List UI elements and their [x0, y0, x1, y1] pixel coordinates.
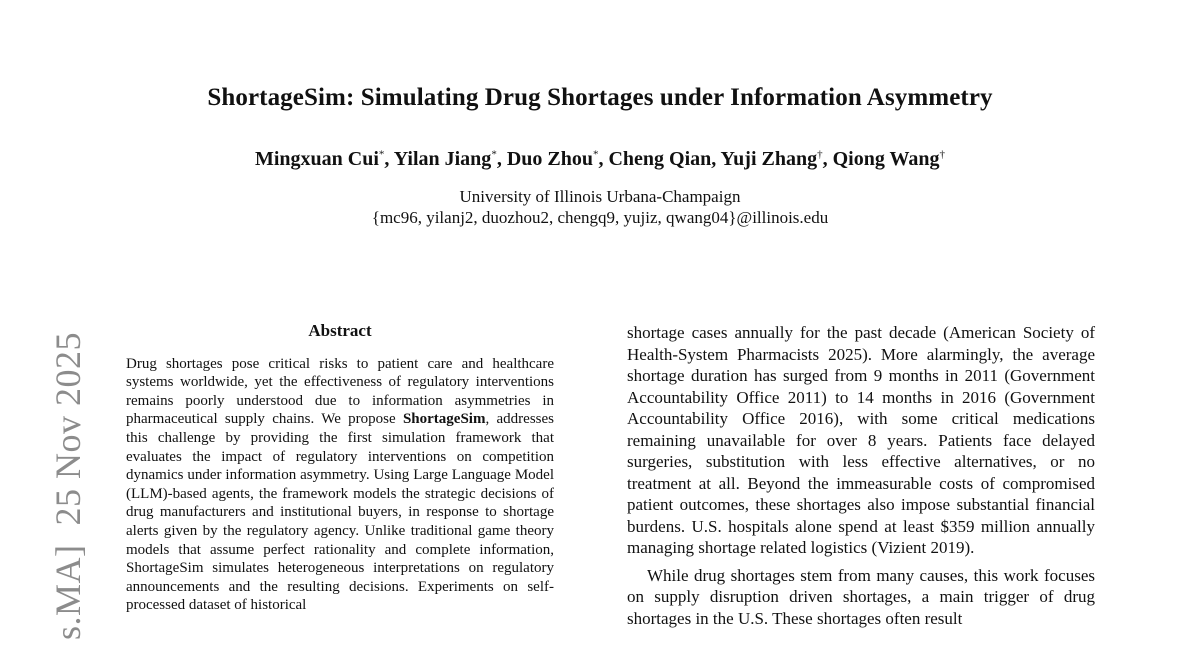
author-name: Mingxuan Cui	[254, 148, 379, 170]
author-mark: *	[491, 148, 497, 161]
author-name: Yuji Zhang	[720, 148, 818, 170]
author-mark: †	[817, 148, 823, 161]
author-name: Qiong Wang	[832, 148, 940, 170]
abstract-text-rest: , addresses this challenge by providing the first simulation framework that evaluates the impact of regulatory interventions on competition dynamics under information asymmetry. Using Large Language Model (LLM)-based agents, the framework models the strategic decisions of drug manufacturers and institutional buyers, in response to shortage alerts given by the regulatory agency. Unlike traditional game theory models that assume perfect rationality and complete information, ShortageSim simulates heterogeneous interpretations on regulatory announcements and the resulting decisions. Experiments on self-processed dataset of historical	[126, 411, 554, 614]
abstract-heading: Abstract	[308, 321, 372, 340]
abstract-text	[126, 355, 554, 615]
author-mark: †	[939, 148, 945, 161]
author-emails: {mc96, yilanj2, duozhou2, chengq9, yujiz, qwang04}@illinois.edu	[371, 208, 829, 227]
author-list: Mingxuan Cui*, Yilan Jiang*, Duo Zhou*, Cheng Qian, Yuji Zhang†, Qiong Wang†	[254, 148, 945, 170]
affiliation: University of Illinois Urbana-Champaign	[459, 187, 741, 206]
paper-title: ShortageSim: Simulating Drug Shortages under Information Asymmetry	[207, 84, 993, 111]
author-name: Cheng Qian	[608, 148, 712, 170]
author-mark: *	[378, 148, 385, 161]
intro-paragraph: While drug shortages stem from many causes, this work focuses on supply disruption driven shortages, a main trigger of drug shortages in the U.S. These shortages often result	[627, 565, 1095, 628]
introduction-column	[627, 322, 1095, 629]
author-name: Duo Zhou	[506, 148, 593, 170]
abstract-column	[126, 322, 554, 615]
abstract-text-start: Drug shortages pose critical risks to patient care and healthcare systems worldwide, yet the effectiveness of regulatory interventions remains poorly understood due to information asymmetries in pharmaceutical supply chains. We propose	[126, 355, 554, 428]
arxiv-identifier-stamp: s.MA] 25 Nov 2025	[48, 331, 88, 640]
abstract-bold-term: ShortageSim	[402, 411, 486, 428]
author-name: Yilan Jiang	[393, 148, 492, 170]
affiliation-block	[0, 186, 1200, 228]
author-mark: *	[592, 148, 599, 161]
intro-paragraph: shortage cases annually for the past decade (American Society of Health-System Pharmacists 2025). More alarmingly, the average shortage duration has surged from 9 months in 2011 (Government Accountability Office 2011) to 14 months in 2016 (Government Accountability Office 2016), with some critical medications remaining unavailable for over 8 years. Patients face delayed surgeries, substitution with less effective alternatives, or no treatment at all. Beyond the immeasurable costs of compromised patient outcomes, these shortages also impose substantial financial burdens. U.S. hospitals alone spend at least $359 million annually managing shortage related logistics (Vizient 2019).	[627, 323, 1095, 557]
